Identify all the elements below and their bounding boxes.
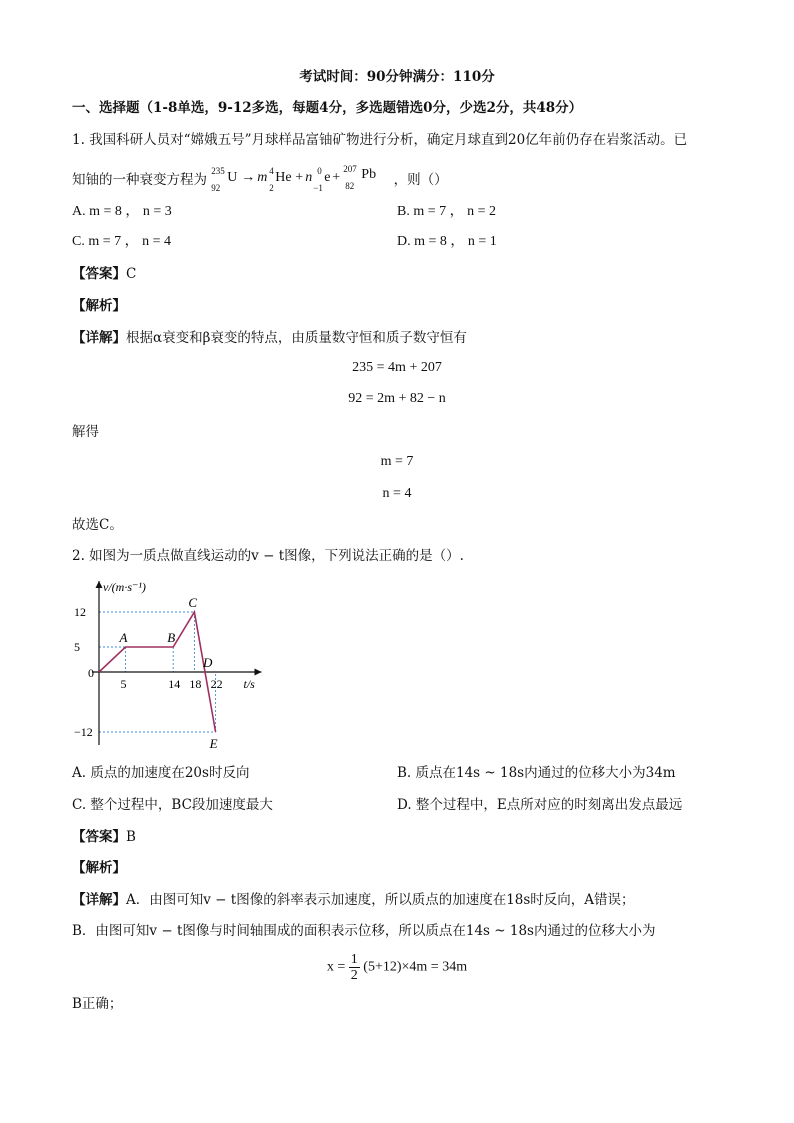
point-label-E: E: [209, 736, 218, 751]
exam-info: 考试时间：90分钟满分：110分: [299, 69, 495, 85]
decay-equation: [211, 163, 389, 193]
u-symbol: U: [227, 169, 238, 185]
x-tick-label-18: 18: [189, 677, 202, 691]
q2-detail-b: B．由图可知v − t图像与时间轴围成的面积表示位移，所以质点在14s ~ 18s内通过的位移大小为: [72, 923, 656, 939]
q1-option-a[interactable]: A. m = 8 ， n = 3: [72, 204, 172, 219]
q1-res1: m = 7: [380, 454, 414, 469]
n-var: n: [305, 169, 313, 185]
q1-eq2: 92 = 2m + 82 − n: [348, 391, 446, 406]
fraction-half: [349, 952, 360, 983]
answer-value: C: [126, 266, 137, 282]
q1-solve-label: 解得: [72, 424, 99, 440]
formula-rhs: (5+12)×4m = 34m: [363, 959, 468, 975]
x-tick-label-5: 5: [120, 677, 127, 691]
detail-label: 【详解】: [72, 892, 126, 908]
point-label-D: D: [203, 655, 213, 670]
e-charge: −1: [313, 182, 323, 193]
e-mass: 0: [317, 165, 322, 176]
formula-lhs: x =: [326, 959, 346, 975]
q1-answer: [72, 264, 136, 284]
answer-label: 【答案】: [72, 829, 126, 845]
q2-answer: [72, 827, 136, 847]
y-tick-label-2: −12: [74, 725, 93, 739]
detail-a-text: A．由图可知v − t图像的斜率表示加速度，所以质点的加速度在18s时反向，A错误；: [126, 892, 635, 908]
he-charge: 2: [269, 182, 274, 193]
q2-detail-a: [72, 890, 635, 910]
q2-option-d[interactable]: D. 整个过程中，E点所对应的时刻离出发点最远: [397, 797, 683, 813]
he-symbol: He: [275, 169, 292, 185]
m-var: m: [257, 169, 268, 185]
y-tick-label-1: 5: [74, 640, 80, 654]
q1-option-c[interactable]: C. m = 7 ， n = 4: [72, 234, 172, 249]
q1-stem-line1: 1. 我国科研人员对“嫦娥五号”月球样品富铀矿物进行分析，确定月球直到20亿年前仍存在岩浆活动。已: [72, 132, 688, 148]
point-label-C: C: [188, 595, 198, 610]
q2-option-c[interactable]: C. 整个过程中，BC段加速度最大: [72, 797, 273, 813]
answer-label: 【答案】: [72, 266, 126, 282]
q1-stem-line2: [72, 163, 448, 193]
q1-detail: [72, 328, 467, 348]
q1-stem-prefix: 知铀的一种衰变方程为: [72, 172, 207, 188]
q1-option-b[interactable]: B. m = 7 ， n = 2: [397, 204, 497, 219]
u-mass: 235: [211, 165, 225, 176]
pb-symbol: Pb: [361, 166, 377, 182]
vt-chart: [72, 575, 292, 755]
point-label-A: A: [119, 630, 128, 645]
q1-analysis-label: 【解析】: [72, 298, 126, 314]
q2-option-b[interactable]: B. 质点在14s ~ 18s内通过的位移大小为34m: [397, 765, 676, 781]
point-label-B: B: [167, 630, 176, 645]
y-tick-label-0: 12: [74, 605, 86, 619]
e-symbol: e: [324, 169, 331, 185]
detail-label: 【详解】: [72, 330, 126, 346]
x-tick-label-14: 14: [168, 677, 181, 691]
plus-1: +: [295, 169, 304, 185]
x-tick-label-22: 22: [210, 677, 223, 691]
q2-option-a[interactable]: A. 质点的加速度在20s时反向: [72, 765, 250, 781]
q2-formula: [0, 952, 794, 983]
arrow: →: [241, 169, 256, 185]
q1-stem-suffix: ，则（）: [393, 172, 448, 188]
y-axis-label: v/(m·s⁻¹): [103, 580, 146, 594]
he-mass: 4: [269, 165, 274, 176]
origin-label: 0: [88, 666, 94, 680]
x-axis-label: t/s: [243, 677, 255, 691]
fraction-numerator: 1: [350, 952, 358, 967]
fraction-denominator: 2: [350, 968, 358, 983]
pb-mass: 207: [343, 163, 357, 174]
q2-b-correct: B正确；: [72, 996, 123, 1012]
q1-option-d[interactable]: D. m = 8 ， n = 1: [397, 234, 497, 249]
q1-eq1: 235 = 4m + 207: [352, 360, 442, 375]
answer-value: B: [126, 829, 136, 845]
detail-text: 根据α衰变和β衰变的特点，由质量数守恒和质子数守恒有: [126, 330, 467, 346]
pb-charge: 82: [345, 180, 355, 191]
plus-2: +: [332, 169, 341, 185]
u-charge: 92: [211, 182, 221, 193]
q1-res2: n = 4: [382, 486, 412, 501]
section-heading: 一、选择题（1-8单选，9-12多选，每题4分，多选题错选0分，少选2分，共48分）: [72, 100, 583, 116]
q2-stem: 2. 如图为一质点做直线运动的v − t图像，下列说法正确的是（）.: [72, 548, 464, 564]
q2-analysis-label: 【解析】: [72, 860, 126, 876]
q1-conclusion: 故选C。: [72, 517, 123, 533]
